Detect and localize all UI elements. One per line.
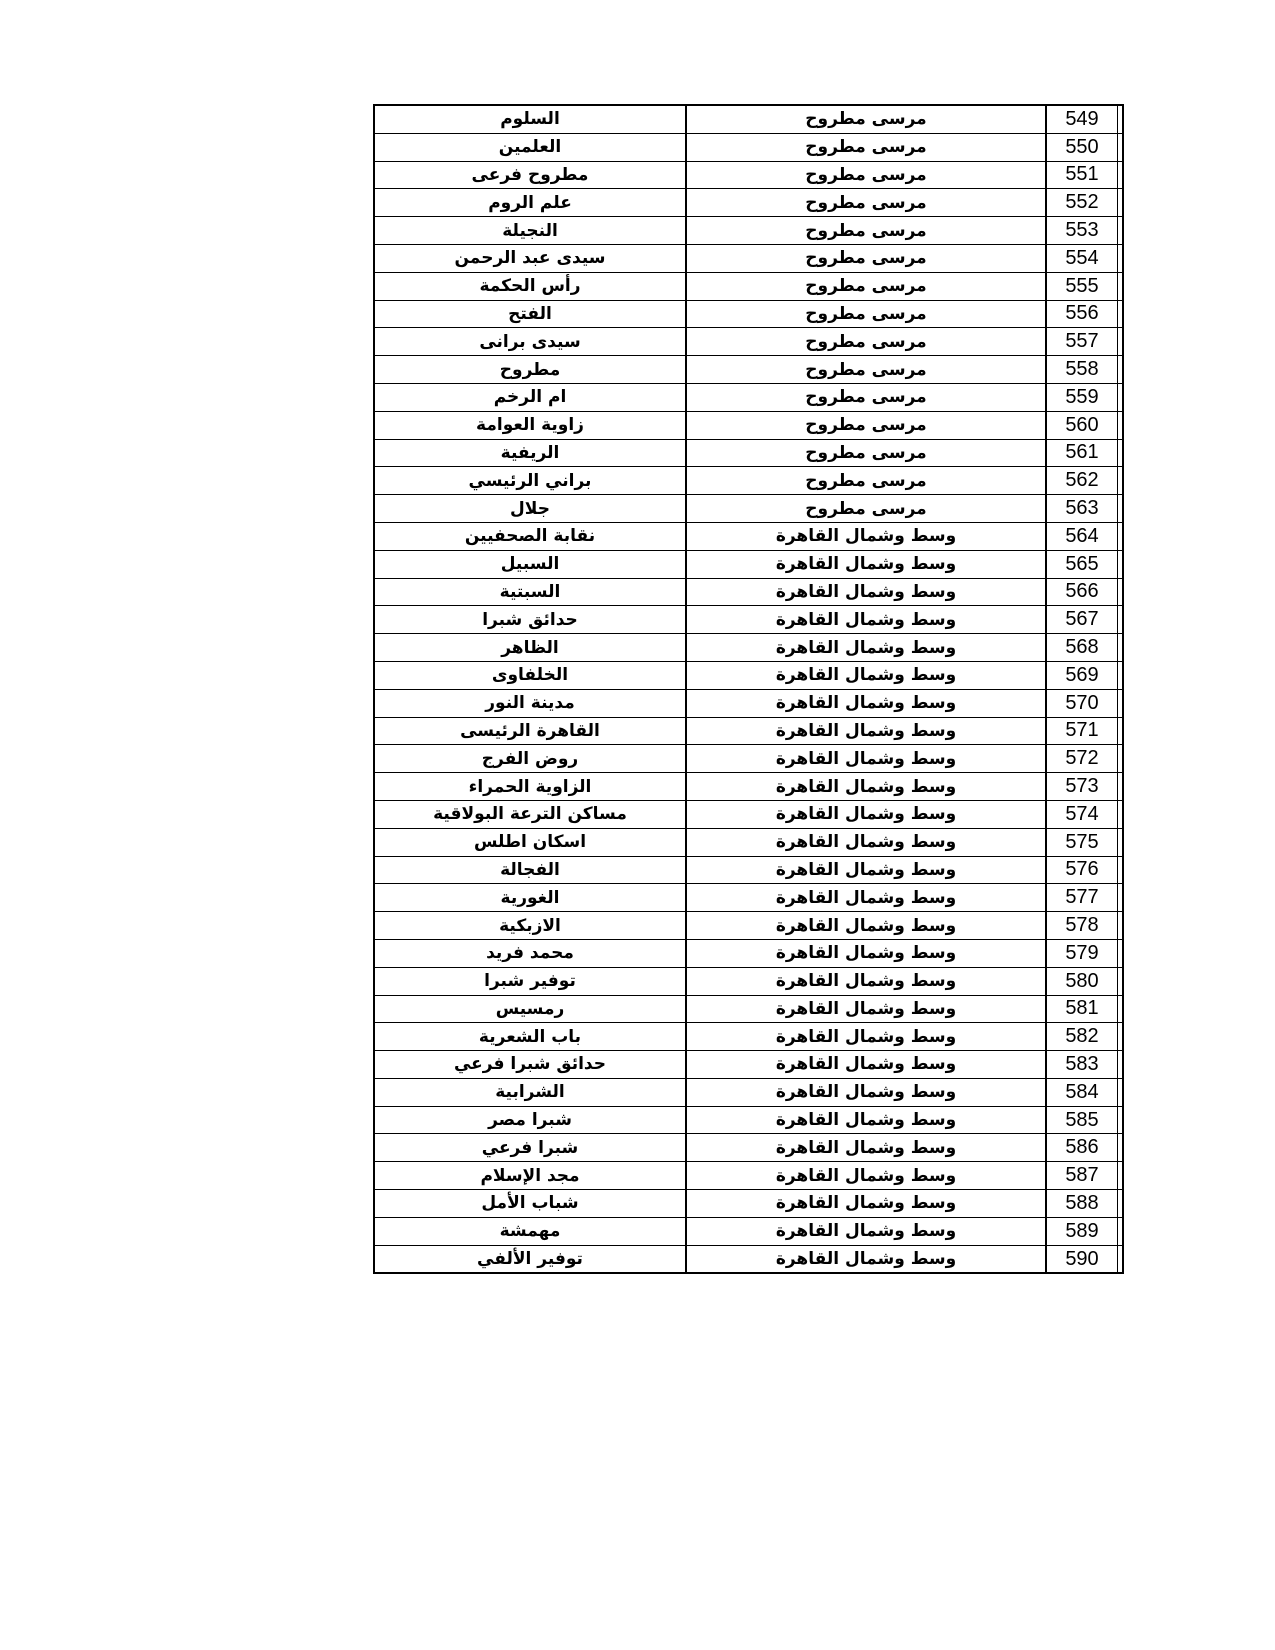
office-name-cell: مساكن الترعة البولاقية bbox=[374, 800, 686, 828]
table-row bbox=[374, 856, 1123, 884]
table-row bbox=[374, 606, 1123, 634]
region-cell: وسط وشمال القاهرة bbox=[686, 1190, 1046, 1218]
row-number-cell: 584 bbox=[1046, 1078, 1118, 1106]
office-name-cell: مجد الإسلام bbox=[374, 1162, 686, 1190]
table-row bbox=[374, 550, 1123, 578]
table-edge-gap bbox=[1118, 495, 1124, 523]
row-number-cell: 568 bbox=[1046, 634, 1118, 662]
row-number-cell: 583 bbox=[1046, 1051, 1118, 1079]
region-cell: وسط وشمال القاهرة bbox=[686, 606, 1046, 634]
table-row bbox=[374, 1078, 1123, 1106]
office-name-cell: الفجالة bbox=[374, 856, 686, 884]
table-row bbox=[374, 356, 1123, 384]
office-name-cell: مهمشة bbox=[374, 1217, 686, 1245]
row-number-cell: 587 bbox=[1046, 1162, 1118, 1190]
row-number-cell: 561 bbox=[1046, 439, 1118, 467]
row-number-cell: 565 bbox=[1046, 550, 1118, 578]
table-row bbox=[374, 939, 1123, 967]
region-cell: وسط وشمال القاهرة bbox=[686, 1051, 1046, 1079]
table-row bbox=[374, 745, 1123, 773]
table-edge-gap bbox=[1118, 773, 1124, 801]
office-name-cell: سيدى برانى bbox=[374, 328, 686, 356]
office-name-cell: جلال bbox=[374, 495, 686, 523]
table-row bbox=[374, 634, 1123, 662]
office-name-cell: الشرابية bbox=[374, 1078, 686, 1106]
row-number-cell: 551 bbox=[1046, 161, 1118, 189]
office-name-cell: الازبكية bbox=[374, 912, 686, 940]
region-cell: وسط وشمال القاهرة bbox=[686, 884, 1046, 912]
table-edge-gap bbox=[1118, 661, 1124, 689]
table-row bbox=[374, 161, 1123, 189]
row-number-cell: 581 bbox=[1046, 995, 1118, 1023]
row-number-cell: 557 bbox=[1046, 328, 1118, 356]
office-name-cell: براني الرئيسي bbox=[374, 467, 686, 495]
region-cell: وسط وشمال القاهرة bbox=[686, 1162, 1046, 1190]
row-number-cell: 566 bbox=[1046, 578, 1118, 606]
row-number-cell: 588 bbox=[1046, 1190, 1118, 1218]
table-row bbox=[374, 1190, 1123, 1218]
table-edge-gap bbox=[1118, 105, 1124, 133]
table-edge-gap bbox=[1118, 356, 1124, 384]
table-row bbox=[374, 467, 1123, 495]
region-cell: وسط وشمال القاهرة bbox=[686, 995, 1046, 1023]
region-cell: وسط وشمال القاهرة bbox=[686, 1023, 1046, 1051]
table-edge-gap bbox=[1118, 439, 1124, 467]
table-row bbox=[374, 189, 1123, 217]
table-row bbox=[374, 439, 1123, 467]
row-number-cell: 558 bbox=[1046, 356, 1118, 384]
office-name-cell: رمسيس bbox=[374, 995, 686, 1023]
region-cell: مرسى مطروح bbox=[686, 439, 1046, 467]
office-name-cell: مطروح فرعى bbox=[374, 161, 686, 189]
table-edge-gap bbox=[1118, 522, 1124, 550]
office-name-cell: السبتية bbox=[374, 578, 686, 606]
table-edge-gap bbox=[1118, 1245, 1124, 1273]
table-row bbox=[374, 912, 1123, 940]
table-row bbox=[374, 661, 1123, 689]
office-name-cell: توفير شبرا bbox=[374, 967, 686, 995]
table-row bbox=[374, 1023, 1123, 1051]
row-number-cell: 569 bbox=[1046, 661, 1118, 689]
office-name-cell: حدائق شبرا فرعي bbox=[374, 1051, 686, 1079]
region-cell: مرسى مطروح bbox=[686, 300, 1046, 328]
row-number-cell: 574 bbox=[1046, 800, 1118, 828]
table-edge-gap bbox=[1118, 1162, 1124, 1190]
table-edge-gap bbox=[1118, 634, 1124, 662]
region-cell: وسط وشمال القاهرة bbox=[686, 522, 1046, 550]
table-edge-gap bbox=[1118, 856, 1124, 884]
office-name-cell: الغورية bbox=[374, 884, 686, 912]
region-cell: وسط وشمال القاهرة bbox=[686, 689, 1046, 717]
table-row bbox=[374, 578, 1123, 606]
table-row bbox=[374, 995, 1123, 1023]
office-name-cell: الخلفاوى bbox=[374, 661, 686, 689]
region-cell: مرسى مطروح bbox=[686, 383, 1046, 411]
table-edge-gap bbox=[1118, 689, 1124, 717]
table-row bbox=[374, 1106, 1123, 1134]
table-body bbox=[374, 105, 1123, 1273]
table-edge-gap bbox=[1118, 161, 1124, 189]
table-row bbox=[374, 800, 1123, 828]
row-number-cell: 559 bbox=[1046, 383, 1118, 411]
table-edge-gap bbox=[1118, 133, 1124, 161]
office-name-cell: باب الشعرية bbox=[374, 1023, 686, 1051]
table-row bbox=[374, 383, 1123, 411]
region-cell: وسط وشمال القاهرة bbox=[686, 1078, 1046, 1106]
region-cell: وسط وشمال القاهرة bbox=[686, 939, 1046, 967]
table-edge-gap bbox=[1118, 745, 1124, 773]
region-cell: مرسى مطروح bbox=[686, 467, 1046, 495]
row-number-cell: 564 bbox=[1046, 522, 1118, 550]
post-office-table bbox=[373, 104, 1124, 1274]
table-row bbox=[374, 411, 1123, 439]
table-row bbox=[374, 1162, 1123, 1190]
office-name-cell: توفير الألفي bbox=[374, 1245, 686, 1273]
office-name-cell: سيدى عبد الرحمن bbox=[374, 244, 686, 272]
table-edge-gap bbox=[1118, 1190, 1124, 1218]
table-row bbox=[374, 1134, 1123, 1162]
table-row bbox=[374, 967, 1123, 995]
row-number-cell: 554 bbox=[1046, 244, 1118, 272]
region-cell: وسط وشمال القاهرة bbox=[686, 967, 1046, 995]
table-edge-gap bbox=[1118, 300, 1124, 328]
row-number-cell: 562 bbox=[1046, 467, 1118, 495]
region-cell: مرسى مطروح bbox=[686, 272, 1046, 300]
table-edge-gap bbox=[1118, 939, 1124, 967]
office-name-cell: الريفية bbox=[374, 439, 686, 467]
row-number-cell: 586 bbox=[1046, 1134, 1118, 1162]
region-cell: وسط وشمال القاهرة bbox=[686, 745, 1046, 773]
row-number-cell: 570 bbox=[1046, 689, 1118, 717]
region-cell: وسط وشمال القاهرة bbox=[686, 717, 1046, 745]
region-cell: وسط وشمال القاهرة bbox=[686, 634, 1046, 662]
office-name-cell: زاوية العوامة bbox=[374, 411, 686, 439]
row-number-cell: 572 bbox=[1046, 745, 1118, 773]
table-row bbox=[374, 105, 1123, 133]
table-row bbox=[374, 1051, 1123, 1079]
row-number-cell: 555 bbox=[1046, 272, 1118, 300]
office-name-cell: ام الرخم bbox=[374, 383, 686, 411]
row-number-cell: 571 bbox=[1046, 717, 1118, 745]
table-row bbox=[374, 773, 1123, 801]
region-cell: مرسى مطروح bbox=[686, 411, 1046, 439]
table-edge-gap bbox=[1118, 411, 1124, 439]
row-number-cell: 549 bbox=[1046, 105, 1118, 133]
row-number-cell: 585 bbox=[1046, 1106, 1118, 1134]
office-name-cell: السلوم bbox=[374, 105, 686, 133]
row-number-cell: 560 bbox=[1046, 411, 1118, 439]
region-cell: وسط وشمال القاهرة bbox=[686, 550, 1046, 578]
office-name-cell: الزاوية الحمراء bbox=[374, 773, 686, 801]
table-edge-gap bbox=[1118, 550, 1124, 578]
row-number-cell: 550 bbox=[1046, 133, 1118, 161]
region-cell: مرسى مطروح bbox=[686, 356, 1046, 384]
table-edge-gap bbox=[1118, 884, 1124, 912]
office-name-cell: القاهرة الرئيسى bbox=[374, 717, 686, 745]
region-cell: مرسى مطروح bbox=[686, 161, 1046, 189]
table-edge-gap bbox=[1118, 217, 1124, 245]
table-row bbox=[374, 328, 1123, 356]
table-row bbox=[374, 689, 1123, 717]
table-edge-gap bbox=[1118, 912, 1124, 940]
row-number-cell: 556 bbox=[1046, 300, 1118, 328]
region-cell: مرسى مطروح bbox=[686, 189, 1046, 217]
region-cell: وسط وشمال القاهرة bbox=[686, 1134, 1046, 1162]
table-edge-gap bbox=[1118, 995, 1124, 1023]
table-edge-gap bbox=[1118, 800, 1124, 828]
table-row bbox=[374, 884, 1123, 912]
region-cell: مرسى مطروح bbox=[686, 217, 1046, 245]
table-edge-gap bbox=[1118, 244, 1124, 272]
region-cell: وسط وشمال القاهرة bbox=[686, 912, 1046, 940]
row-number-cell: 575 bbox=[1046, 828, 1118, 856]
office-name-cell: محمد فريد bbox=[374, 939, 686, 967]
table-edge-gap bbox=[1118, 717, 1124, 745]
table-row bbox=[374, 828, 1123, 856]
region-cell: وسط وشمال القاهرة bbox=[686, 578, 1046, 606]
row-number-cell: 553 bbox=[1046, 217, 1118, 245]
table-row bbox=[374, 300, 1123, 328]
office-name-cell: مدينة النور bbox=[374, 689, 686, 717]
region-cell: وسط وشمال القاهرة bbox=[686, 828, 1046, 856]
table-row bbox=[374, 244, 1123, 272]
office-name-cell: السبيل bbox=[374, 550, 686, 578]
table-edge-gap bbox=[1118, 189, 1124, 217]
table-edge-gap bbox=[1118, 383, 1124, 411]
table-row bbox=[374, 133, 1123, 161]
table-edge-gap bbox=[1118, 328, 1124, 356]
table-edge-gap bbox=[1118, 1023, 1124, 1051]
office-name-cell: شبرا مصر bbox=[374, 1106, 686, 1134]
region-cell: مرسى مطروح bbox=[686, 133, 1046, 161]
office-name-cell: روض الفرج bbox=[374, 745, 686, 773]
table-edge-gap bbox=[1118, 1217, 1124, 1245]
office-name-cell: العلمين bbox=[374, 133, 686, 161]
row-number-cell: 577 bbox=[1046, 884, 1118, 912]
region-cell: مرسى مطروح bbox=[686, 328, 1046, 356]
table-row bbox=[374, 1217, 1123, 1245]
row-number-cell: 576 bbox=[1046, 856, 1118, 884]
region-cell: وسط وشمال القاهرة bbox=[686, 856, 1046, 884]
region-cell: مرسى مطروح bbox=[686, 105, 1046, 133]
table-row bbox=[374, 272, 1123, 300]
row-number-cell: 589 bbox=[1046, 1217, 1118, 1245]
row-number-cell: 580 bbox=[1046, 967, 1118, 995]
office-name-cell: رأس الحكمة bbox=[374, 272, 686, 300]
region-cell: وسط وشمال القاهرة bbox=[686, 1245, 1046, 1273]
row-number-cell: 552 bbox=[1046, 189, 1118, 217]
region-cell: وسط وشمال القاهرة bbox=[686, 1217, 1046, 1245]
table-edge-gap bbox=[1118, 467, 1124, 495]
table-row bbox=[374, 1245, 1123, 1273]
region-cell: مرسى مطروح bbox=[686, 244, 1046, 272]
office-name-cell: الظاهر bbox=[374, 634, 686, 662]
table-edge-gap bbox=[1118, 1106, 1124, 1134]
table-edge-gap bbox=[1118, 1051, 1124, 1079]
region-cell: وسط وشمال القاهرة bbox=[686, 800, 1046, 828]
office-name-cell: علم الروم bbox=[374, 189, 686, 217]
office-name-cell: حدائق شبرا bbox=[374, 606, 686, 634]
row-number-cell: 579 bbox=[1046, 939, 1118, 967]
table-row bbox=[374, 495, 1123, 523]
office-name-cell: مطروح bbox=[374, 356, 686, 384]
table-edge-gap bbox=[1118, 828, 1124, 856]
region-cell: وسط وشمال القاهرة bbox=[686, 1106, 1046, 1134]
table-row bbox=[374, 717, 1123, 745]
table-edge-gap bbox=[1118, 967, 1124, 995]
row-number-cell: 582 bbox=[1046, 1023, 1118, 1051]
row-number-cell: 590 bbox=[1046, 1245, 1118, 1273]
office-name-cell: شباب الأمل bbox=[374, 1190, 686, 1218]
row-number-cell: 567 bbox=[1046, 606, 1118, 634]
region-cell: مرسى مطروح bbox=[686, 495, 1046, 523]
office-name-cell: شبرا فرعي bbox=[374, 1134, 686, 1162]
row-number-cell: 573 bbox=[1046, 773, 1118, 801]
table-edge-gap bbox=[1118, 272, 1124, 300]
table-edge-gap bbox=[1118, 606, 1124, 634]
row-number-cell: 563 bbox=[1046, 495, 1118, 523]
table-edge-gap bbox=[1118, 578, 1124, 606]
table-row bbox=[374, 522, 1123, 550]
region-cell: وسط وشمال القاهرة bbox=[686, 661, 1046, 689]
table-edge-gap bbox=[1118, 1134, 1124, 1162]
office-name-cell: اسكان اطلس bbox=[374, 828, 686, 856]
table-edge-gap bbox=[1118, 1078, 1124, 1106]
office-name-cell: الفتح bbox=[374, 300, 686, 328]
office-name-cell: النجيلة bbox=[374, 217, 686, 245]
region-cell: وسط وشمال القاهرة bbox=[686, 773, 1046, 801]
office-name-cell: نقابة الصحفيين bbox=[374, 522, 686, 550]
table-row bbox=[374, 217, 1123, 245]
row-number-cell: 578 bbox=[1046, 912, 1118, 940]
